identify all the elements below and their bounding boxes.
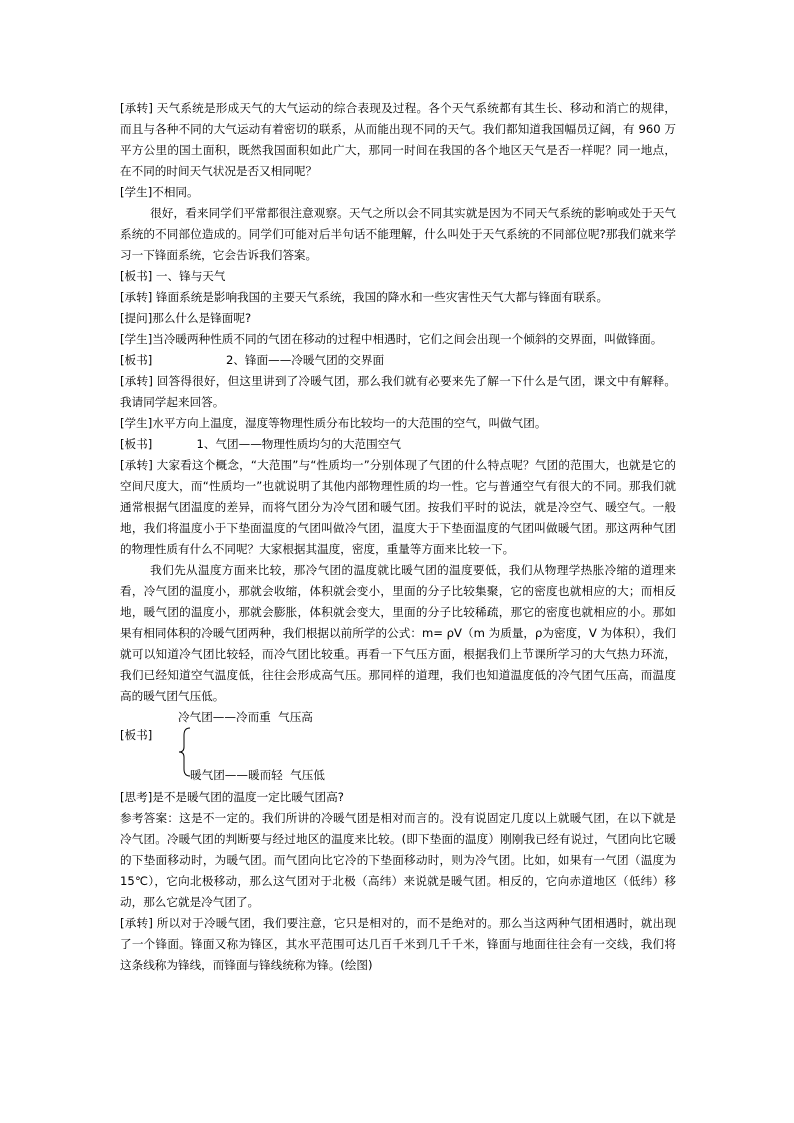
document-page	[120, 98, 676, 976]
paragraph-board-2: [板书] 2、锋面——冷暖气团的交界面	[120, 353, 385, 367]
paragraph-student-3: [学生]水平方向上温度，湿度等物理性质分布比较均一的大范围的空气，叫做气团。	[120, 416, 547, 430]
paragraph-transition-1: [承转] 天气系统是形成天气的大气运动的综合表现及过程。各个天气系统都有其生长、移动和消亡的规律，而且与各种不同的大气运动有着密切的联系，从而能出现不同的天气。我们都知道我国幅员辽阔，有 960 万平方公里的国土面积，既然我国面积如此广大，那同一时间在我国的各个地区天气是否一样呢？同一地点，在不同的时间天气状况是否又相同呢？	[120, 101, 676, 178]
paragraph-question-1: [提问]那么什么是锋面呢?	[120, 311, 252, 325]
paragraph-thinking: [思考]是不是暖气团的温度一定比暖气团高?	[120, 790, 344, 804]
paragraph-explanation: 我们先从温度方面来比较，那冷气团的温度就比暖气团的温度要低，我们从物理学热胀冷缩的道理来看，冷气团的温度小，那就会收缩，体积就会变小，里面的分子比较集聚，它的密度也就相应的大；而相反地，暖气团的温度小，那就会膨胀，体积就会变大，里面的分子比较稀疏，那它的密度也就相应的小。那如果有相同体积的冷暖气团两种，我们根据以前所学的公式：m= ρV（m 为质量，ρ为密度，V 为体积），我们就可以知道冷气团比较轻，而冷气团比较重。再看一下气压方面，根据我们上节课所学习的大气热力环流，我们已经知道空气温度低，往往会形成高气压。那同样的道理，我们也知道温度低的冷气团气压高，而温度高的暖气团气压低。	[120, 563, 676, 703]
paragraph-transition-3: [承转] 回答得很好，但这里讲到了冷暖气团，那么我们就有必要来先了解一下什么是气团，课文中有解释。我请同学起来回答。	[120, 374, 676, 409]
board-cold-air-mass: 冷气团——冷而重 气压高	[178, 710, 313, 724]
paragraph-transition-2: [承转] 锋面系统是影响我国的主要天气系统，我国的降水和一些灾害性天气大都与锋面有联系。	[120, 290, 609, 304]
board-brace-block	[120, 707, 676, 787]
board-label: [板书]	[120, 728, 153, 742]
paragraph-reference-answer: 参考答案：这是不一定的。我们所讲的冷暖气团是相对而言的。没有说固定几度以上就暖气团，在以下就是冷气团。冷暖气团的判断要与经过地区的温度来比较。(即下垫面的温度）刚刚我已经有说过，气团向比它暖的下垫面移动时，为暖气团。而气团向比它冷的下垫面移动时，则为冷气团。比如，如果有一气团（温度为 15℃），它向北极移动，那么这气团对于北极（高纬）来说就是暖气团。相反的，它向赤道地区（低纬）移动，那么它就是冷气团了。	[120, 811, 676, 909]
paragraph-board-1: [板书] 一、锋与天气	[120, 269, 226, 283]
paragraph-student-1: [学生]不相同。	[120, 185, 199, 199]
paragraph-teacher-1: 很好，看来同学们平常都很注意观察。天气之所以会不同其实就是因为不同天气系统的影响或处于天气系统的不同部位造成的。同学们可能对后半句话不能理解，什么叫处于天气系统的不同部位呢?那我们就来学习一下锋面系统，它会告诉我们答案。	[120, 206, 676, 262]
paragraph-transition-5: [承转] 所以对于冷暖气团，我们要注意，它只是相对的，而不是绝对的。那么当这两种气团相遇时，就出现了一个锋面。锋面又称为锋区，其水平范围可达几百千米到几千千米，锋面与地面往往会有一交线，我们将这条线称为锋线，而锋面与锋线统称为锋。(绘图)	[120, 916, 676, 972]
paragraph-board-3: [板书] 1、气团——物理性质均匀的大范围空气	[120, 437, 401, 451]
paragraph-transition-4: [承转] 大家看这个概念，“大范围”与“性质均一”分别体现了气团的什么特点呢？气团的范围大，也就是它的空间尺度大，而“性质均一”也就说明了其他内部物理性质的均一性。它与普通空气有很大的不同。那我们就通常根据气团温度的差异，而将气团分为冷气团和暖气团。按我们平时的说法，就是冷空气、暖空气。一般地，我们将温度小于下垫面温度的气团叫做冷气团，温度大于下垫面温度的气团叫做暖气团。那这两种气团的物理性质有什么不同呢？大家根据其温度，密度，重量等方面来比较一下。	[120, 458, 676, 556]
paragraph-student-2: [学生]当冷暖两种性质不同的气团在移动的过程中相遇时，它们之间会出现一个倾斜的交界面，叫做锋面。	[120, 332, 663, 346]
board-warm-air-mass: 暖气团——暖而轻 气压低	[190, 768, 325, 782]
